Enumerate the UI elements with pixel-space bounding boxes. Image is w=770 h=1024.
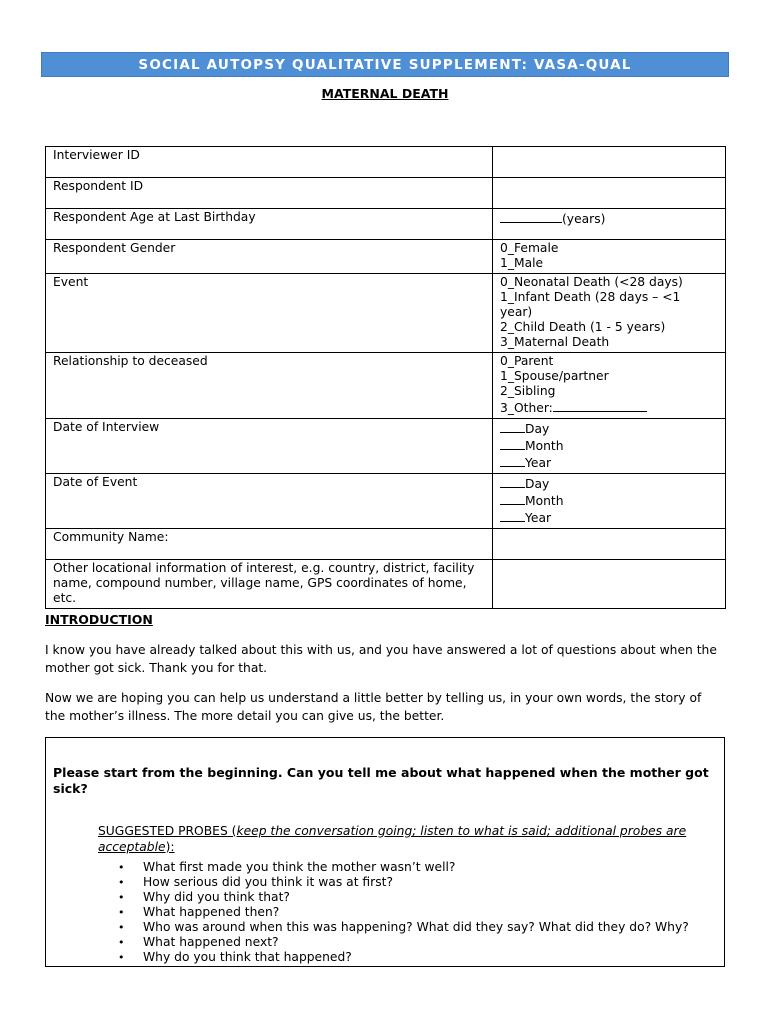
introduction-heading: INTRODUCTION xyxy=(45,612,153,627)
event-option: 2_Child Death (1 - 5 years) xyxy=(500,320,666,334)
bullet-icon: • xyxy=(118,921,125,934)
question-box xyxy=(45,737,725,967)
respondent-age-field[interactable] xyxy=(493,209,726,240)
relationship-field[interactable] xyxy=(493,353,726,419)
date-of-event-field[interactable] xyxy=(493,474,726,529)
date-of-interview-label: Date of Interview xyxy=(46,419,493,474)
introduction-paragraph: I know you have already talked about this with us, and you have answered a lot of questions about when the mother got sick. Thank you for that. xyxy=(45,643,717,675)
respondent-id-field[interactable] xyxy=(493,178,726,209)
event-field[interactable] xyxy=(493,274,726,353)
probe-item: • Why do you think that happened? xyxy=(118,950,352,964)
relationship-option: 2_Sibling xyxy=(500,384,556,398)
bullet-icon: • xyxy=(118,891,125,904)
main-question: Please start from the beginning. Can you tell me about what happened when the mother got sick? xyxy=(53,765,709,796)
gender-option: 1_Male xyxy=(500,256,544,270)
probe-item: • How serious did you think it was at first? xyxy=(118,875,393,889)
probe-item: • Why did you think that? xyxy=(118,890,290,904)
date-of-interview-field[interactable] xyxy=(493,419,726,474)
respondent-gender-field[interactable] xyxy=(493,240,726,274)
introduction-paragraph: Now we are hoping you can help us understand a little better by telling us, in your own words, the story of the mother’s illness. The more detail you can give us, the better. xyxy=(45,691,702,723)
event-option: year) xyxy=(500,305,533,319)
respondent-age-label: Respondent Age at Last Birthday xyxy=(46,209,493,240)
relationship-option: 1_Spouse/partner xyxy=(500,369,609,383)
probe-item: • Who was around when this was happening? What did they say? What did they do? Why? xyxy=(118,920,689,934)
community-name-label: Community Name: xyxy=(46,529,493,560)
probe-item: • What happened then? xyxy=(118,905,280,919)
date-part-year: Year xyxy=(525,511,552,525)
interviewer-id-label: Interviewer ID xyxy=(46,147,493,178)
probe-item: • What first made you think the mother wasn’t well? xyxy=(118,860,456,874)
probes-list xyxy=(98,860,743,965)
relationship-option: 0_Parent xyxy=(500,354,554,368)
relationship-label: Relationship to deceased xyxy=(46,353,493,419)
community-name-field[interactable] xyxy=(493,529,726,560)
other-locational-label: Other locational information of interest, e.g. country, district, facility name, compound number, village name, GPS coordinates of home, etc. xyxy=(46,560,493,609)
other-locational-field[interactable] xyxy=(493,560,726,609)
event-label: Event xyxy=(46,274,493,353)
bullet-icon: • xyxy=(118,906,125,919)
interviewer-id-field[interactable] xyxy=(493,147,726,178)
respondent-gender-label: Respondent Gender xyxy=(46,240,493,274)
date-part-year: Year xyxy=(525,456,552,470)
age-unit: (years) xyxy=(562,212,606,226)
date-of-event-label: Date of Event xyxy=(46,474,493,529)
relationship-option: 3_Other: xyxy=(500,399,718,416)
date-part-day: Day xyxy=(525,422,550,436)
bullet-icon: • xyxy=(118,876,125,889)
suggested-probes-heading: SUGGESTED PROBES (keep the conversation going; listen to what is said; additional probes are acceptable): xyxy=(98,824,687,854)
event-option: 3_Maternal Death xyxy=(500,335,610,349)
date-part-month: Month xyxy=(525,494,564,508)
probes-note: keep the conversation going; listen to what is said; additional probes are acceptable xyxy=(98,824,687,854)
event-option: 1_Infant Death (28 days – <1 xyxy=(500,290,681,304)
respondent-info-table xyxy=(45,146,726,609)
date-part-month: Month xyxy=(525,439,564,453)
gender-option: 0_Female xyxy=(500,241,559,255)
event-option: 0_Neonatal Death (<28 days) xyxy=(500,275,683,289)
probe-item: • What happened next? xyxy=(118,935,279,949)
respondent-id-label: Respondent ID xyxy=(46,178,493,209)
bullet-icon: • xyxy=(118,936,125,949)
document-title: SOCIAL AUTOPSY QUALITATIVE SUPPLEMENT: VASA-QUAL xyxy=(41,52,729,77)
bullet-icon: • xyxy=(118,861,125,874)
document-subtitle: MATERNAL DEATH xyxy=(321,86,449,101)
probes-label: SUGGESTED PROBES xyxy=(98,824,228,838)
bullet-icon: • xyxy=(118,951,125,964)
date-part-day: Day xyxy=(525,477,550,491)
